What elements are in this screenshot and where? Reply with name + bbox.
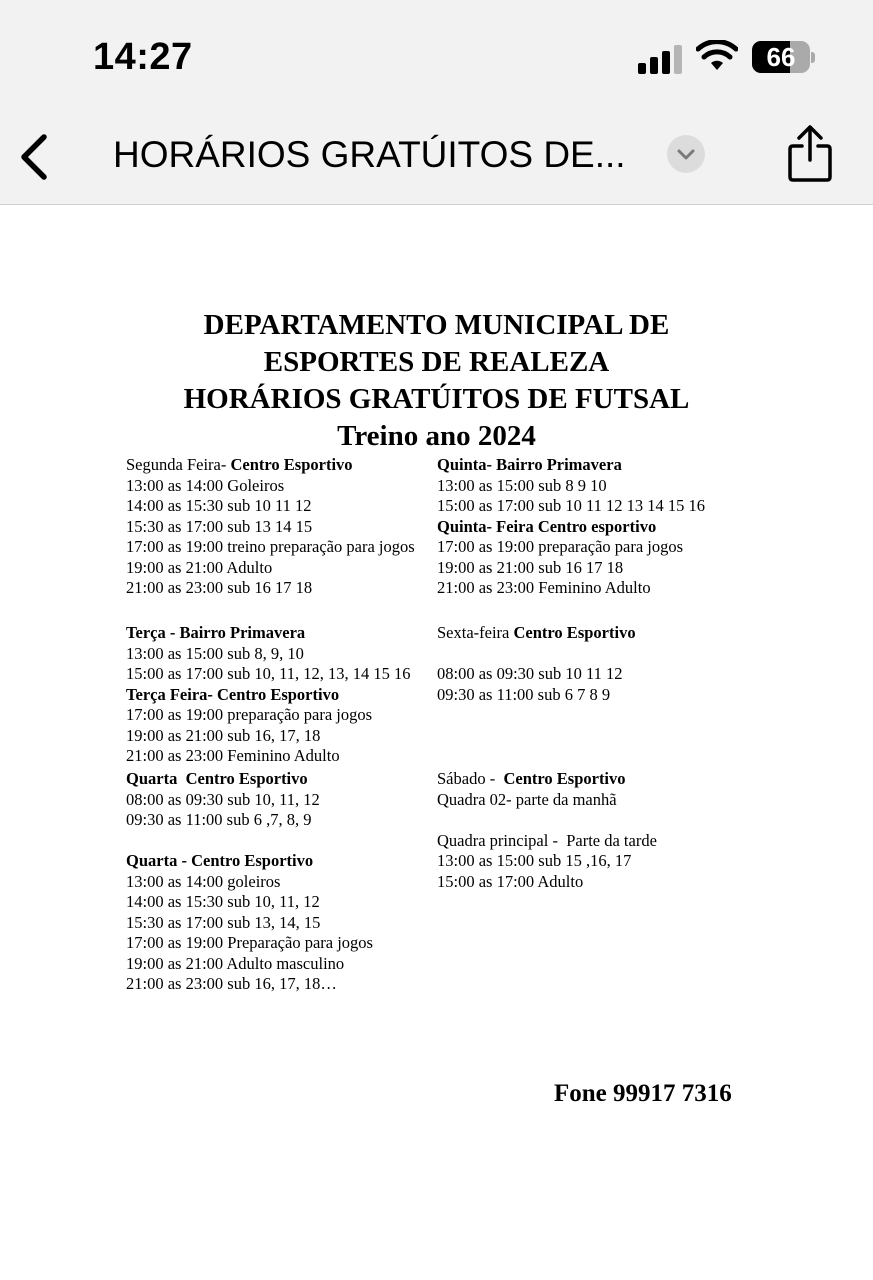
- section-title: Sábado - Centro Esportivo: [437, 769, 626, 788]
- battery-percent: 66: [766, 42, 796, 72]
- nav-title[interactable]: HORÁRIOS GRATÚITOS DE...: [113, 134, 626, 175]
- schedule-sabado: [437, 769, 657, 892]
- section-title: Quinta- Bairro Primavera: [437, 455, 622, 474]
- heading-line-3: HORÁRIOS GRATÚITOS DE FUTSAL: [183, 383, 690, 415]
- schedule-line: 19:00 as 21:00 Adulto: [126, 557, 273, 577]
- schedule-quinta: [437, 455, 705, 599]
- battery-icon: [752, 41, 810, 73]
- status-time: 14:27: [93, 36, 193, 78]
- schedule-line: 21:00 as 23:00 sub 16, 17, 18…: [126, 974, 337, 993]
- schedule-line: Quadra principal - Parte da tarde: [437, 830, 657, 850]
- schedule-quarta-manha: [126, 769, 320, 831]
- document-heading: [0, 307, 873, 455]
- phone-number: Fone 99917 7316: [554, 1080, 732, 1107]
- section-title: Quinta- Feira Centro esportivo: [437, 516, 657, 536]
- schedule-line: 19:00 as 21:00 sub 16 17 18: [437, 557, 624, 577]
- schedule-line: 14:00 as 15:30 sub 10 11 12: [126, 496, 312, 515]
- schedule-line: 21:00 as 23:00 Feminino Adulto: [437, 578, 651, 597]
- schedule-terca: [126, 623, 410, 767]
- section-title: Sexta-feira Centro Esportivo: [437, 623, 636, 642]
- schedule-line: 21:00 as 23:00 Feminino Adulto: [126, 746, 340, 765]
- schedule-line: 19:00 as 21:00 sub 16, 17, 18: [126, 725, 321, 745]
- schedule-segunda: [126, 455, 415, 599]
- schedule-line: 19:00 as 21:00 Adulto masculino: [126, 953, 345, 973]
- section-title: Terça Feira- Centro Esportivo: [126, 684, 340, 704]
- section-title: Quarta - Centro Esportivo: [126, 851, 314, 870]
- blank-line: [437, 810, 657, 831]
- chevron-down-icon[interactable]: [667, 135, 705, 173]
- section-title: Segunda Feira- Centro Esportivo: [126, 455, 353, 474]
- schedule-line: 15:00 as 17:00 sub 10 11 12 13 14 15 16: [437, 496, 705, 515]
- schedule-line: 09:30 as 11:00 sub 6 ,7, 8, 9: [126, 810, 312, 829]
- schedule-line: 14:00 as 15:30 sub 10, 11, 12: [126, 892, 320, 911]
- blank-line: [437, 644, 636, 665]
- signal-icon: [638, 44, 684, 74]
- schedule-line: 13:00 as 15:00 sub 8, 9, 10: [126, 643, 304, 663]
- section-title: Terça - Bairro Primavera: [126, 623, 306, 642]
- schedule-sexta: [437, 623, 636, 705]
- schedule-line: 08:00 as 09:30 sub 10, 11, 12: [126, 789, 320, 809]
- schedule-quarta-tarde: [126, 851, 373, 995]
- schedule-line: 15:30 as 17:00 sub 13 14 15: [126, 516, 313, 536]
- schedule-line: 08:00 as 09:30 sub 10 11 12: [437, 664, 623, 683]
- document-page: [0, 205, 873, 1280]
- schedule-line: 17:00 as 19:00 preparação para jogos: [437, 537, 684, 556]
- schedule-line: 13:00 as 14:00 goleiros: [126, 871, 281, 891]
- schedule-line: 13:00 as 14:00 Goleiros: [126, 475, 285, 495]
- schedule-line: 15:00 as 17:00 sub 10, 11, 12, 13, 14 15 16: [126, 664, 411, 683]
- nav-bar: [0, 110, 873, 205]
- heading-line-1: DEPARTAMENTO MUNICIPAL DE: [203, 309, 670, 341]
- schedule-line: 15:00 as 17:00 Adulto: [437, 871, 584, 891]
- heading-line-4: Treino ano 2024: [337, 420, 536, 452]
- schedule-line: 09:30 as 11:00 sub 6 7 8 9: [437, 684, 611, 704]
- schedule-line: 17:00 as 19:00 preparação para jogos: [126, 705, 373, 724]
- share-icon[interactable]: [786, 124, 834, 184]
- schedule-line: 21:00 as 23:00 sub 16 17 18: [126, 578, 313, 597]
- schedule-line: 15:30 as 17:00 sub 13, 14, 15: [126, 912, 321, 932]
- back-chevron-icon[interactable]: [14, 132, 54, 182]
- wifi-icon: [696, 40, 738, 74]
- schedule-line: 17:00 as 19:00 treino preparação para jogos: [126, 537, 415, 556]
- schedule-line: 13:00 as 15:00 sub 8 9 10: [437, 475, 607, 495]
- schedule-line: 13:00 as 15:00 sub 15 ,16, 17: [437, 851, 632, 870]
- section-title: Quarta Centro Esportivo: [126, 769, 308, 788]
- schedule-line: 17:00 as 19:00 Preparação para jogos: [126, 933, 373, 952]
- battery-nub: [811, 52, 815, 63]
- status-bar: [0, 0, 873, 110]
- schedule-line: Quadra 02- parte da manhã: [437, 789, 617, 809]
- heading-line-2: ESPORTES DE REALEZA: [263, 346, 610, 378]
